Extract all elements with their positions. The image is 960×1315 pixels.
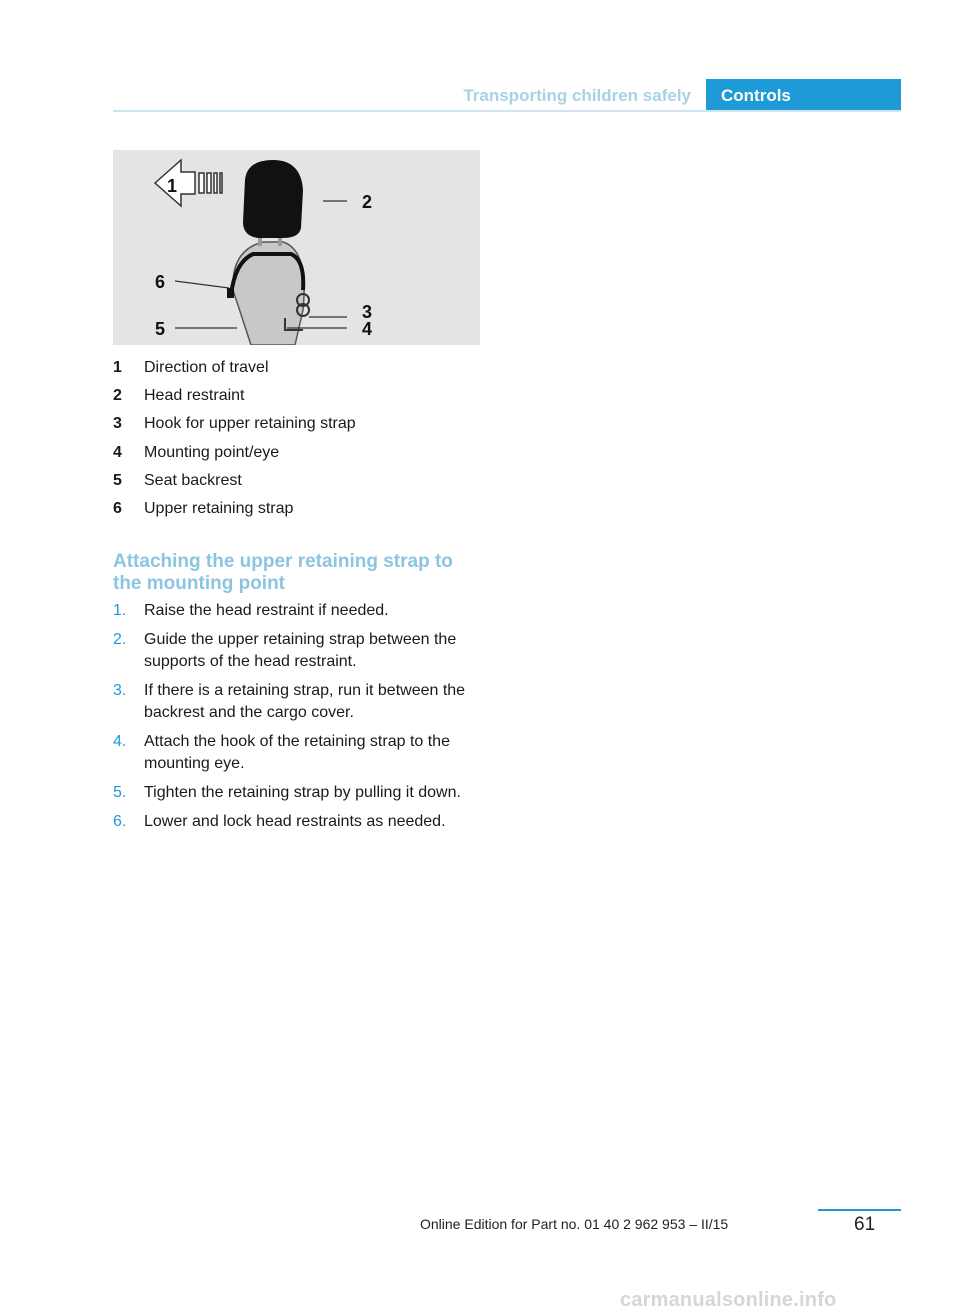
figure-legend: [113, 354, 483, 523]
step-item: [113, 629, 485, 673]
step-text: If there is a retaining strap, run it between the backrest and the cargo cover.: [144, 682, 466, 721]
page-number: 61: [854, 1214, 876, 1235]
section-title: Transporting children safely: [463, 86, 691, 105]
legend-item: [113, 495, 483, 523]
direction-arrow-icon: [155, 160, 222, 206]
callout-2: 2: [362, 192, 373, 212]
step-item: [113, 811, 485, 833]
watermark: carmanualsonline.info: [620, 1289, 837, 1311]
callout-1: 1: [167, 176, 178, 196]
step-number: 3.: [113, 682, 127, 699]
legend-text: Mounting point/eye: [144, 443, 280, 461]
step-number: 6.: [113, 813, 127, 830]
step-text: Attach the hook of the retaining strap to the mounting eye.: [144, 733, 450, 772]
legend-number: 2: [113, 387, 122, 405]
callout-6: 6: [155, 272, 166, 292]
edition-note: Online Edition for Part no. 01 40 2 962 953 – II/15: [420, 1216, 729, 1232]
legend-text: Upper retaining strap: [144, 499, 294, 517]
step-text: Raise the head restraint if needed.: [144, 602, 389, 619]
step-text: Lower and lock head restraints as needed.: [144, 813, 446, 830]
legend-item: [113, 410, 483, 438]
step-item: [113, 600, 485, 622]
head-restraint-illustration: [113, 150, 480, 345]
legend-number: 4: [113, 443, 122, 461]
head-restraint: [243, 160, 303, 238]
callout-3: 3: [362, 302, 373, 322]
instruction-steps: [113, 600, 485, 840]
legend-text: Hook for upper retaining strap: [144, 415, 356, 433]
chapter-tab: Controls: [706, 79, 901, 112]
legend-item: [113, 354, 483, 382]
step-item: [113, 680, 485, 724]
footer-rule: [818, 1209, 901, 1211]
step-number: 4.: [113, 733, 127, 750]
callout-4: 4: [362, 319, 373, 339]
legend-text: Head restraint: [144, 387, 245, 405]
legend-text: Seat backrest: [144, 471, 242, 489]
legend-number: 1: [113, 359, 122, 376]
step-item: [113, 731, 485, 775]
legend-item: [113, 439, 483, 467]
step-text: Tighten the retaining strap by pulling it down.: [144, 784, 461, 801]
legend-number: 6: [113, 499, 122, 517]
legend-item: [113, 467, 483, 495]
step-number: 2.: [113, 631, 127, 648]
legend-item: [113, 382, 483, 410]
legend-number: 3: [113, 415, 122, 433]
legend-text: Direction of travel: [144, 359, 269, 376]
step-number: 5.: [113, 784, 127, 801]
head-restraint-figure: [113, 150, 480, 345]
callout-5: 5: [155, 319, 166, 339]
legend-number: 5: [113, 471, 122, 489]
step-number: 1.: [113, 602, 127, 619]
step-item: [113, 782, 485, 804]
header-rule: [113, 110, 901, 112]
page-header: [113, 79, 901, 112]
section-heading: Attaching the upper retaining strap to the mounting point: [113, 551, 453, 594]
step-text: Guide the upper retaining strap between the supports of the head restraint.: [144, 631, 457, 670]
